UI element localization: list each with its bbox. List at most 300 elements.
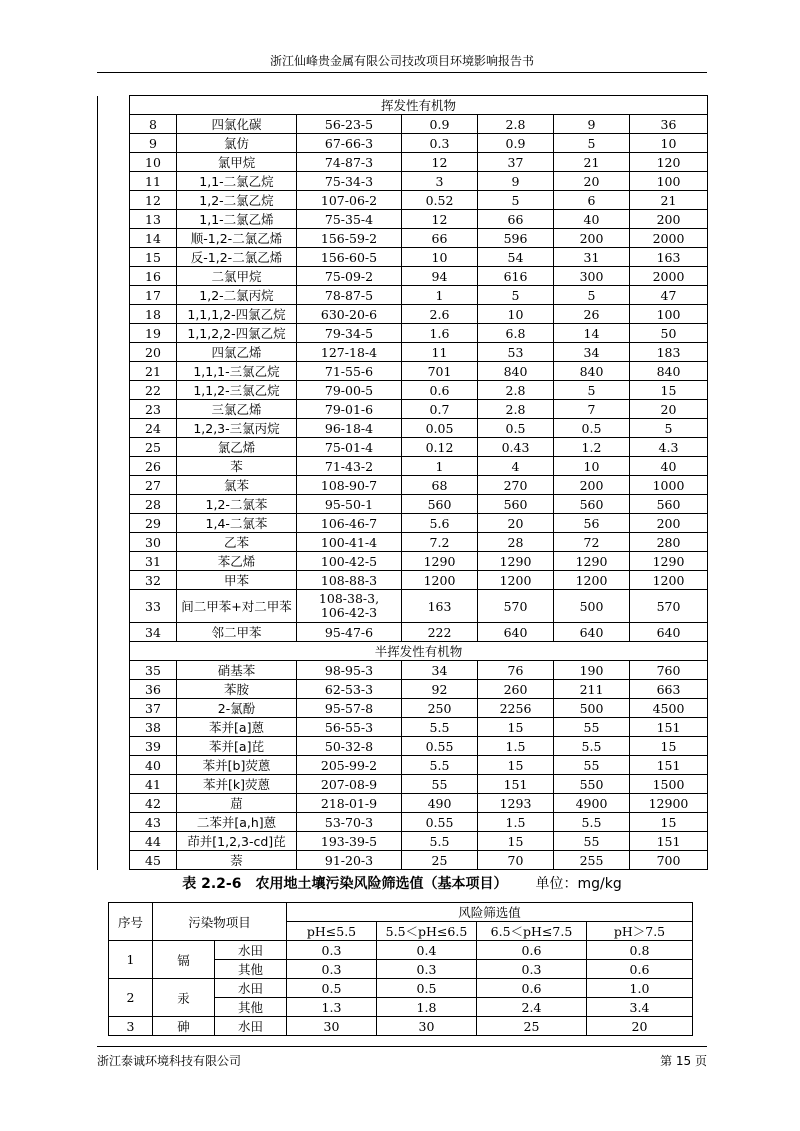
table-row — [98, 153, 708, 172]
cas-number: 71-55-6 — [297, 362, 402, 381]
value-3: 550 — [554, 775, 630, 794]
value-3: 55 — [554, 832, 630, 851]
table-row — [98, 775, 708, 794]
value-2: 54 — [478, 248, 554, 267]
screening-value: 2.4 — [477, 998, 587, 1017]
row-index: 15 — [130, 248, 177, 267]
value-2: 2.8 — [478, 400, 554, 419]
gap-cell — [98, 191, 130, 210]
substance-name: 硝基苯 — [177, 661, 297, 680]
cas-number: 75-01-4 — [297, 438, 402, 457]
value-3: 6 — [554, 191, 630, 210]
cas-number: 78-87-5 — [297, 286, 402, 305]
value-2: 15 — [478, 832, 554, 851]
value-1: 1.6 — [402, 324, 478, 343]
value-2: 2.8 — [478, 381, 554, 400]
value-2: 1293 — [478, 794, 554, 813]
value-2: 0.9 — [478, 134, 554, 153]
value-4: 5 — [630, 419, 708, 438]
row-index: 30 — [130, 533, 177, 552]
value-2: 5 — [478, 286, 554, 305]
land-type: 水田 — [215, 941, 287, 960]
substance-name: 1,2-二氯苯 — [177, 495, 297, 514]
table-row — [98, 661, 708, 680]
pollutant-name: 镉 — [153, 941, 215, 979]
row-index: 13 — [130, 210, 177, 229]
substance-name: 1,1,2,2-四氯乙烷 — [177, 324, 297, 343]
substance-name: 三氯乙烯 — [177, 400, 297, 419]
value-2: 70 — [478, 851, 554, 870]
gap-cell — [98, 134, 130, 153]
value-4: 1200 — [630, 571, 708, 590]
cas-number: 98-95-3 — [297, 661, 402, 680]
row-index: 39 — [130, 737, 177, 756]
header-pollutant: 污染物项目 — [153, 903, 287, 941]
value-2: 28 — [478, 533, 554, 552]
screening-value: 1.3 — [287, 998, 377, 1017]
screening-value: 0.5 — [287, 979, 377, 998]
value-3: 55 — [554, 718, 630, 737]
table-row — [98, 514, 708, 533]
pollutant-name: 汞 — [153, 979, 215, 1017]
gap-cell — [98, 794, 130, 813]
gap-cell — [98, 514, 130, 533]
cas-number: 156-59-2 — [297, 229, 402, 248]
header-screening-values: 风险筛选值 — [287, 903, 693, 922]
row-index: 37 — [130, 699, 177, 718]
land-type: 其他 — [215, 960, 287, 979]
table-row — [98, 229, 708, 248]
substance-name: 四氯乙烯 — [177, 343, 297, 362]
screening-value: 0.3 — [287, 960, 377, 979]
value-4: 200 — [630, 210, 708, 229]
value-2: 0.5 — [478, 419, 554, 438]
screening-value: 1.0 — [587, 979, 693, 998]
value-2: 37 — [478, 153, 554, 172]
value-2: 2256 — [478, 699, 554, 718]
gap-cell — [98, 832, 130, 851]
screening-value: 1.8 — [377, 998, 477, 1017]
cas-number: 630-20-6 — [297, 305, 402, 324]
gap-cell — [98, 775, 130, 794]
table-row — [98, 623, 708, 642]
table-row — [98, 115, 708, 134]
substance-name: 1,1-二氯乙烷 — [177, 172, 297, 191]
screening-value: 0.6 — [587, 960, 693, 979]
gap-cell — [98, 813, 130, 832]
row-index: 31 — [130, 552, 177, 571]
value-1: 0.55 — [402, 813, 478, 832]
row-index: 38 — [130, 718, 177, 737]
table-caption — [97, 873, 707, 893]
value-3: 31 — [554, 248, 630, 267]
value-4: 1290 — [630, 552, 708, 571]
value-4: 4.3 — [630, 438, 708, 457]
value-4: 50 — [630, 324, 708, 343]
cas-number: 79-34-5 — [297, 324, 402, 343]
value-3: 1200 — [554, 571, 630, 590]
cas-number: 207-08-9 — [297, 775, 402, 794]
cas-number: 108-38-3, 106-42-3 — [297, 590, 402, 623]
substance-name: 顺-1,2-二氯乙烯 — [177, 229, 297, 248]
value-2: 1.5 — [478, 737, 554, 756]
value-4: 640 — [630, 623, 708, 642]
substance-name: 萘 — [177, 851, 297, 870]
row-index: 32 — [130, 571, 177, 590]
row-index: 17 — [130, 286, 177, 305]
value-3: 55 — [554, 756, 630, 775]
substance-name: 1,1-二氯乙烯 — [177, 210, 297, 229]
gap-cell — [98, 438, 130, 457]
value-3: 40 — [554, 210, 630, 229]
gap-cell — [98, 267, 130, 286]
value-3: 9 — [554, 115, 630, 134]
row-index: 14 — [130, 229, 177, 248]
substance-name: 氯苯 — [177, 476, 297, 495]
value-2: 260 — [478, 680, 554, 699]
row-index: 26 — [130, 457, 177, 476]
value-1: 5.5 — [402, 718, 478, 737]
header-ph-range-1: pH≤5.5 — [287, 922, 377, 941]
row-index: 45 — [130, 851, 177, 870]
screening-value: 30 — [287, 1017, 377, 1036]
row-index: 10 — [130, 153, 177, 172]
substance-name: 苯并[b]荧蒽 — [177, 756, 297, 775]
table-row — [98, 210, 708, 229]
table-row — [98, 419, 708, 438]
header-ph-range-3: 6.5＜pH≤7.5 — [477, 922, 587, 941]
value-4: 560 — [630, 495, 708, 514]
header-ph-range-4: pH＞7.5 — [587, 922, 693, 941]
row-index: 33 — [130, 590, 177, 623]
gap-cell — [98, 229, 130, 248]
value-2: 10 — [478, 305, 554, 324]
value-3: 72 — [554, 533, 630, 552]
gap-cell — [98, 533, 130, 552]
soil-screening-table-body — [98, 96, 708, 870]
gap-cell — [98, 737, 130, 756]
value-2: 5 — [478, 191, 554, 210]
cas-number: 50-32-8 — [297, 737, 402, 756]
gap-cell — [98, 571, 130, 590]
cas-number: 67-66-3 — [297, 134, 402, 153]
substance-name: 2-氯酚 — [177, 699, 297, 718]
cas-number: 95-47-6 — [297, 623, 402, 642]
substance-name: 苯 — [177, 457, 297, 476]
row-index: 21 — [130, 362, 177, 381]
value-4: 20 — [630, 400, 708, 419]
value-3: 1290 — [554, 552, 630, 571]
table-row — [98, 552, 708, 571]
page-header-title: 浙江仙峰贵金属有限公司技改项目环境影响报告书 — [269, 54, 534, 68]
substance-name: 茚并[1,2,3-cd]芘 — [177, 832, 297, 851]
substance-name: 1,1,2-三氯乙烷 — [177, 381, 297, 400]
value-1: 25 — [402, 851, 478, 870]
value-4: 151 — [630, 832, 708, 851]
substance-name: 1,2-二氯丙烷 — [177, 286, 297, 305]
gap-cell — [98, 305, 130, 324]
table-row — [98, 134, 708, 153]
substance-name: 苯乙烯 — [177, 552, 297, 571]
farmland-screening-table — [108, 902, 693, 1036]
substance-name: 1,2-二氯乙烷 — [177, 191, 297, 210]
table-row — [98, 590, 708, 623]
gap-cell — [98, 623, 130, 642]
value-4: 2000 — [630, 229, 708, 248]
table-caption-unit: 单位：mg/kg — [535, 876, 622, 892]
soil-screening-table — [97, 95, 708, 870]
value-4: 840 — [630, 362, 708, 381]
substance-name: 氯乙烯 — [177, 438, 297, 457]
value-1: 1 — [402, 286, 478, 305]
value-2: 4 — [478, 457, 554, 476]
row-index: 28 — [130, 495, 177, 514]
table-row — [98, 381, 708, 400]
cas-number: 108-88-3 — [297, 571, 402, 590]
value-4: 163 — [630, 248, 708, 267]
row-index: 35 — [130, 661, 177, 680]
cas-number: 62-53-3 — [297, 680, 402, 699]
table-row — [98, 756, 708, 775]
value-1: 222 — [402, 623, 478, 642]
value-4: 100 — [630, 172, 708, 191]
value-3: 255 — [554, 851, 630, 870]
value-1: 0.55 — [402, 737, 478, 756]
value-3: 56 — [554, 514, 630, 533]
value-3: 200 — [554, 229, 630, 248]
row-index: 24 — [130, 419, 177, 438]
table-row — [98, 267, 708, 286]
table-row — [98, 571, 708, 590]
table-row — [109, 941, 693, 960]
value-2: 570 — [478, 590, 554, 623]
table-row — [98, 191, 708, 210]
value-3: 5 — [554, 381, 630, 400]
gap-cell — [98, 153, 130, 172]
substance-name: 1,1,1-三氯乙烷 — [177, 362, 297, 381]
cas-number: 75-09-2 — [297, 267, 402, 286]
table-row — [98, 495, 708, 514]
row-index: 23 — [130, 400, 177, 419]
screening-value: 0.3 — [477, 960, 587, 979]
cas-number: 108-90-7 — [297, 476, 402, 495]
value-1: 7.2 — [402, 533, 478, 552]
value-1: 0.52 — [402, 191, 478, 210]
value-4: 40 — [630, 457, 708, 476]
value-3: 640 — [554, 623, 630, 642]
gap-cell — [98, 286, 130, 305]
cas-number: 79-01-6 — [297, 400, 402, 419]
value-1: 10 — [402, 248, 478, 267]
table-caption-title: 表 2.2-6 农用地土壤污染风险筛选值（基本项目） — [182, 876, 508, 892]
value-3: 0.5 — [554, 419, 630, 438]
land-type: 其他 — [215, 998, 287, 1017]
row-index: 25 — [130, 438, 177, 457]
value-4: 15 — [630, 381, 708, 400]
value-4: 151 — [630, 718, 708, 737]
farmland-screening-table-body — [109, 941, 693, 1036]
gap-cell — [98, 457, 130, 476]
cas-number: 79-00-5 — [297, 381, 402, 400]
value-2: 616 — [478, 267, 554, 286]
table-row — [98, 794, 708, 813]
row-index: 41 — [130, 775, 177, 794]
substance-name: 反-1,2-二氯乙烯 — [177, 248, 297, 267]
footer-company: 浙江泰诚环境科技有限公司 — [97, 1054, 242, 1068]
row-index: 9 — [130, 134, 177, 153]
table-row — [98, 533, 708, 552]
value-1: 94 — [402, 267, 478, 286]
value-4: 280 — [630, 533, 708, 552]
value-1: 66 — [402, 229, 478, 248]
cas-number: 100-41-4 — [297, 533, 402, 552]
table-row — [98, 324, 708, 343]
value-2: 1290 — [478, 552, 554, 571]
table-row — [98, 457, 708, 476]
gap-cell — [98, 419, 130, 438]
cas-number: 100-42-5 — [297, 552, 402, 571]
row-index: 19 — [130, 324, 177, 343]
table-row — [98, 305, 708, 324]
gap-cell — [98, 210, 130, 229]
cas-number: 75-35-4 — [297, 210, 402, 229]
table-row — [98, 699, 708, 718]
value-3: 26 — [554, 305, 630, 324]
screening-value: 3.4 — [587, 998, 693, 1017]
value-1: 11 — [402, 343, 478, 362]
value-4: 700 — [630, 851, 708, 870]
value-4: 47 — [630, 286, 708, 305]
gap-cell — [98, 718, 130, 737]
gap-cell — [98, 324, 130, 343]
value-4: 200 — [630, 514, 708, 533]
substance-name: 甲苯 — [177, 571, 297, 590]
cas-number: 106-46-7 — [297, 514, 402, 533]
value-4: 15 — [630, 737, 708, 756]
substance-name: 苯并[k]荧蒽 — [177, 775, 297, 794]
screening-value: 0.3 — [377, 960, 477, 979]
screening-value: 0.4 — [377, 941, 477, 960]
value-2: 9 — [478, 172, 554, 191]
value-2: 596 — [478, 229, 554, 248]
value-4: 570 — [630, 590, 708, 623]
value-3: 211 — [554, 680, 630, 699]
header-index: 序号 — [109, 903, 153, 941]
footer-rule — [97, 1046, 707, 1047]
value-3: 560 — [554, 495, 630, 514]
value-1: 0.12 — [402, 438, 478, 457]
value-2: 6.8 — [478, 324, 554, 343]
footer-page-number: 第 15 页 — [660, 1054, 707, 1068]
value-3: 5.5 — [554, 813, 630, 832]
table-row — [98, 851, 708, 870]
gap-cell — [98, 699, 130, 718]
value-4: 36 — [630, 115, 708, 134]
value-4: 15 — [630, 813, 708, 832]
section-row — [98, 642, 708, 661]
value-1: 0.3 — [402, 134, 478, 153]
value-2: 270 — [478, 476, 554, 495]
cas-number: 127-18-4 — [297, 343, 402, 362]
value-3: 200 — [554, 476, 630, 495]
value-4: 1500 — [630, 775, 708, 794]
screening-value: 0.3 — [287, 941, 377, 960]
value-4: 21 — [630, 191, 708, 210]
gap-cell — [98, 248, 130, 267]
substance-name: 二氯甲烷 — [177, 267, 297, 286]
row-index: 40 — [130, 756, 177, 775]
value-3: 300 — [554, 267, 630, 286]
value-1: 1290 — [402, 552, 478, 571]
value-2: 15 — [478, 718, 554, 737]
value-4: 120 — [630, 153, 708, 172]
screening-value: 0.6 — [477, 979, 587, 998]
row-index: 12 — [130, 191, 177, 210]
value-2: 560 — [478, 495, 554, 514]
value-1: 490 — [402, 794, 478, 813]
value-1: 1200 — [402, 571, 478, 590]
section-row — [98, 96, 708, 115]
value-1: 1 — [402, 457, 478, 476]
section-title: 挥发性有机物 — [130, 96, 708, 115]
cas-number: 74-87-3 — [297, 153, 402, 172]
table-row — [98, 286, 708, 305]
value-2: 20 — [478, 514, 554, 533]
value-2: 1200 — [478, 571, 554, 590]
value-1: 701 — [402, 362, 478, 381]
value-1: 5.5 — [402, 756, 478, 775]
value-3: 5 — [554, 134, 630, 153]
value-2: 1.5 — [478, 813, 554, 832]
value-2: 15 — [478, 756, 554, 775]
value-3: 190 — [554, 661, 630, 680]
value-4: 663 — [630, 680, 708, 699]
row-index: 27 — [130, 476, 177, 495]
value-1: 2.6 — [402, 305, 478, 324]
cas-number: 95-50-1 — [297, 495, 402, 514]
gap-cell — [98, 172, 130, 191]
value-4: 151 — [630, 756, 708, 775]
cas-number: 96-18-4 — [297, 419, 402, 438]
value-1: 3 — [402, 172, 478, 191]
row-index: 34 — [130, 623, 177, 642]
value-1: 0.9 — [402, 115, 478, 134]
value-1: 560 — [402, 495, 478, 514]
value-3: 5 — [554, 286, 630, 305]
row-index: 43 — [130, 813, 177, 832]
value-1: 0.05 — [402, 419, 478, 438]
screening-value: 0.8 — [587, 941, 693, 960]
item-index: 2 — [109, 979, 153, 1017]
value-3: 500 — [554, 590, 630, 623]
table-row — [98, 718, 708, 737]
header-rule — [97, 72, 707, 73]
value-2: 53 — [478, 343, 554, 362]
value-4: 10 — [630, 134, 708, 153]
value-4: 1000 — [630, 476, 708, 495]
value-2: 2.8 — [478, 115, 554, 134]
row-index: 44 — [130, 832, 177, 851]
value-1: 55 — [402, 775, 478, 794]
gap-cell — [98, 756, 130, 775]
value-4: 100 — [630, 305, 708, 324]
gap-cell — [98, 851, 130, 870]
cas-number: 53-70-3 — [297, 813, 402, 832]
gap-cell — [98, 115, 130, 134]
value-2: 76 — [478, 661, 554, 680]
value-1: 5.5 — [402, 832, 478, 851]
substance-name: 二苯并[a,h]蒽 — [177, 813, 297, 832]
